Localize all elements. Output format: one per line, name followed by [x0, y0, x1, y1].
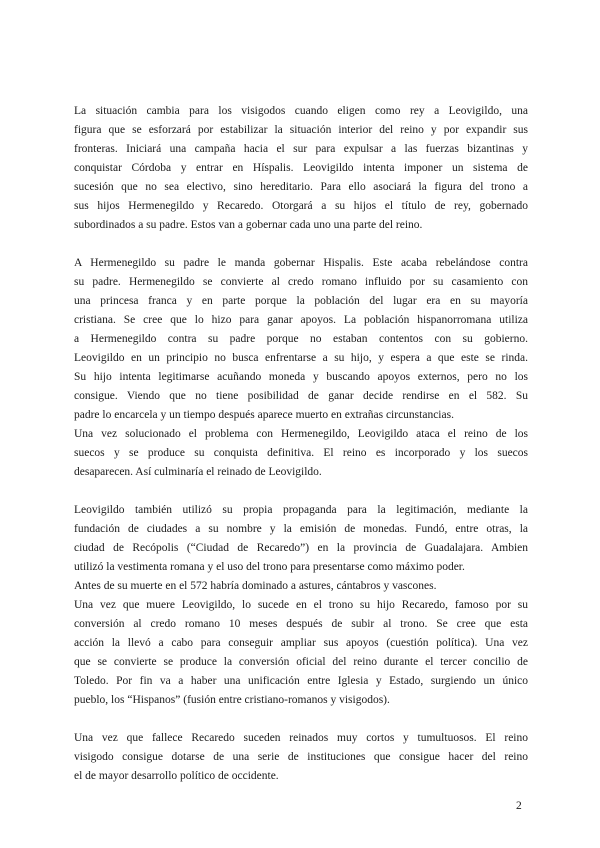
text-line: Antes de su muerte en el 572 habría dominado a astures, cántabros y vascones.: [74, 580, 437, 592]
text-line: pueblo, los “Hispanos” (fusión entre cristiano-romanos y visigodos).: [74, 694, 390, 706]
text-line: Una vez solucionado el problema con Hermenegildo, Leovigildo ataca el reino de los: [74, 428, 528, 440]
text-line: acción la llevó a cabo para conseguir ampliar sus apoyos (cuestión política). Una vez: [74, 637, 528, 649]
text-line: desaparecen. Así culminaría el reinado de Leovigildo.: [74, 466, 322, 478]
paragraph-gap: [74, 482, 528, 501]
text-line: consigue. Viendo que no tiene posibilidad de ganar decide rendirse en el 582. Su: [74, 390, 528, 402]
text-line: Leovigildo en un principio no busca enfrentarse a su hijo, y espera a que este se rinda.: [74, 352, 528, 364]
paragraph-gap: [74, 710, 528, 729]
text-line: Leovigildo también utilizó su propia propaganda para la legitimación, mediante la: [74, 504, 528, 516]
paragraph-propaganda-recaredo: [74, 501, 528, 710]
text-line: Una vez que muere Leovigildo, lo sucede en el trono su hijo Recaredo, famoso por su: [74, 599, 528, 611]
text-line: A Hermenegildo su padre le manda gobernar Hispalis. Este acaba rebelándose contra: [74, 257, 528, 269]
paragraph-gap: [74, 235, 528, 254]
text-line: una princesa franca y en parte porque la población del lugar era en su mayoría: [74, 295, 528, 307]
text-line: su padre. Hermenegildo se convierte al credo romano influido por su casamiento con: [74, 276, 528, 288]
text-line: suecos y se produce su conquista definitiva. El reino es incorporado y los suecos: [74, 447, 528, 459]
text-line: Una vez que fallece Recaredo suceden reinados muy cortos y tumultuosos. El reino: [74, 732, 528, 744]
text-line: conversión al credo romano 10 meses después de subir al trono. Se cree que esta: [74, 618, 528, 630]
text-line: conquistar Córdoba y entrar en Híspalis. Leovigildo intenta imponer un sistema de: [74, 162, 528, 174]
text-line: Su hijo intenta legitimarse acuñando moneda y buscando apoyos externos, pero no los: [74, 371, 528, 383]
text-line: fundación de ciudades a su nombre y la emisión de monedas. Fundó, entre otras, la: [74, 523, 528, 535]
paragraph-leovigildo-reign: [74, 102, 528, 235]
text-line: fronteras. Iniciará una campaña hacia el sur para expulsar a las fuerzas bizantinas y: [74, 143, 528, 155]
text-line: utilizó la vestimenta romana y el uso del trono para presentarse como máximo poder.: [74, 561, 465, 573]
text-line: ciudad de Recópolis (“Ciudad de Recaredo”) en la provincia de Guadalajara. Ambien: [74, 542, 528, 554]
text-line: cristiana. Se cree que lo hizo para ganar apoyos. La población hispanorromana utiliza: [74, 314, 528, 326]
page-number: 2: [516, 800, 522, 812]
text-line: padre lo encarcela y un tiempo después aparece muerto en extrañas circunstancias.: [74, 409, 454, 421]
text-line: que se convierte se produce la conversión oficial del reino durante el tercer concilio de: [74, 656, 528, 668]
text-line: a Hermenegildo contra su padre porque no estaban contentos con su gobierno.: [74, 333, 528, 345]
paragraph-hermenegildo: [74, 254, 528, 482]
document-body: [74, 102, 528, 786]
text-line: sus hijos Hermenegildo y Recaredo. Otorgará a su hijos el título de rey, gobernado: [74, 200, 528, 212]
text-line: figura que se esforzará por estabilizar la situación interior del reino y por expandir sus: [74, 124, 528, 136]
text-line: visigodo consigue dotarse de una serie de instituciones que consigue hacer del reino: [74, 751, 528, 763]
text-line: sucesión que no sea electivo, sino hereditario. Para ello asociará la figura del trono a: [74, 181, 528, 193]
text-line: subordinados a su padre. Estos van a gobernar cada uno una parte del reino.: [74, 219, 423, 231]
text-line: La situación cambia para los visigodos cuando eligen como rey a Leovigildo, una: [74, 105, 528, 117]
text-line: Toledo. Por fin va a haber una unificación entre Iglesia y Estado, surgiendo un único: [74, 675, 528, 687]
text-line: el de mayor desarrollo político de occidente.: [74, 770, 279, 782]
paragraph-after-recaredo: [74, 729, 528, 786]
